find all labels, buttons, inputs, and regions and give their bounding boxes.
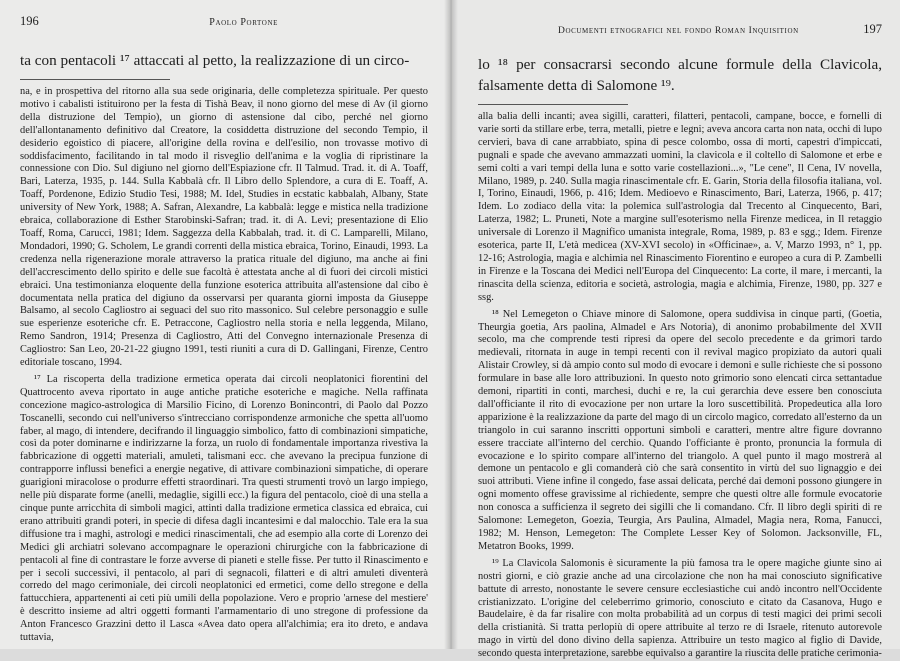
chapter-running-title: Documenti etnografici nel fondo Roman Inquisition — [558, 26, 799, 36]
page-number: 197 — [863, 22, 882, 36]
footnote-separator — [478, 104, 628, 105]
page-number: 196 — [20, 14, 39, 28]
right-page — [450, 0, 900, 660]
main-text: lo ¹⁸ per consacrarsi secondo alcune formule della Clavicola, falsamente detta di Salomone ¹⁹. — [478, 56, 882, 94]
footnote-continuation: na, e in prospettiva del ritorno alla sua sede originaria, delle completezza spirituale. Per questo motivo i cabalisti istituirono per la festa di Tishà Beav, il nono giorno del mese di Av (il giorno della distruzione del Tempio), un giorno di astensione dal cibo, perché nel giorno dell'allontanamento definitivo dal Creatore, la cosiddetta distruzione del secondo Tempio, il desiderio egoistico di piacere, all'origine della rovina e dell'esilio, non trovasse motivo di soddisfacimento, facilitando in tal modo il risveglio dell'anima e la voglia di ripristinare la connessione con Dio. Sul digiuno nel giorno dell'Espiazione cfr. Il Talmud. Trad. it. di A. Toaff, Bari, Laterza, 1935, p. 144. Sulla Kabbalà cfr. Il Libro dello Splendore, a cura di E. Toaff, A. Toaff, Pordenone, Edizio Studio Tesi, 1988; M. Idel, Studies in ecstatic kabbalah, Albany, State university of New York, 1988; A. Safran, Alexandre, La kabbalà: legge e mistica nella tradizione ebraica, collaborazione di Esther Starobinski-Safran; trad. it. di A. Levi; presentazione di Elio Toaff, Roma, Carucci, 1981; Idem. Saggezza della Kabbalah, trad. it. di C. Lamparelli, Milano, Mondadori, 1990; G. Scholem, Le grandi correnti della mistica ebraica, Torino, Einaudi, 1993. La credenza nella rigenerazione morale attraverso la pratica rituale del digiuno, ma anche ai fini dell'accrescimento dello spirito e delle sue facoltà è attestata anche al di fuori dei circoli mistici ebraici. Una testimonianza eloquente della funzione esoterica attribuita all'astensione dal cibo è documentata nella pratica del digiuno da osservarsi per quaranta giorni imposta da Giuseppe Balsamo, al secolo Cagliostro ai seguaci del suo rito massonico. Sul celebre personaggio e sulle sue esperienze esoteriche cfr. E. Petraccone, Cagliostro nella storia e nella leggenda, Milano, Remo Sandron, 1914; Presenza di Cagliostro, Atti del Convegno internazionale Presenza di Cagliostro: San Leo, 20-21-22 giugno 1991, testi riuniti a cura di D. Gallingani, Firenze, Centro editoriale toscano, 1994. — [20, 86, 428, 369]
right-running-head — [478, 22, 882, 44]
footnote-17: ¹⁷ La riscoperta della tradizione ermetica operata dai circoli neoplatonici fiorentini del Quattrocento aveva riportato in auge antiche pratiche esoteriche e magiche. Nella raffinata concezione magico-astrologica di Marsilio Ficino, di Lorenzo Bonincontri, di Paolo dal Pozzo Toscanelli, secondo cui nell'universo s'intrecciano corrispondenze armoniche che spetta all'uomo faber, al mago, di intendere, decifrando il linguaggio simbolico, fatto di combinazioni simpatiche, così da poter dominarne e indirizzarne la forza, un ruolo di fondamentale importanza rivestiva la fabbricazione di oggetti materiali, amuleti, talismani ecc. che avevano la precipua funzione di contrapporre influssi benefici a energie negative, di attivare combinazioni simpatiche, di operare guarigioni miracolose o produrre effetti straordinari. Tra questi strumenti trovò un largo impiego, nelle più disparate forme (anelli, medaglie, sigilli ecc.) la figura del pentacolo, cioè di una stella a cinque punte arricchita di simboli magici, attinti dalla tradizione ermetica classica ed ebraica, cui erano attribuiti grandi poteri, in specie di difesa dagli incantesimi e dal malocchio. Tale era la sua diffusione tra i maghi, astrologi e medici rinascimentali, che ad esempio alla corte di Lorenzo dei Medici gli archiatri solevano accompagnare le operazioni chirurgiche con la fabbricazione di pentacoli al fine di contrastare le forze avverse di pianeti e stelle fisse. Per tutto il Rinascimento e per i secoli successivi, il pentacolo, al pari di segnacoli, filatteri e di altri amuleti diventerà corredo del mago cerimoniale, dei circoli neoplatonici ed ermetici, come dello stregone e della fattucchiera, appartenenti ai ceti più umili della popolazione. Vero e proprio 'arnese del mestiere' è descritto insieme ad altri oggetti formanti l'armamentario di uno stregone di professione da Anton Francesco Grazzini detto il Lasca «Avea dato opera all'alchimia; era ito dreto, e andava tuttavia, — [20, 373, 428, 644]
footnote-separator — [20, 79, 170, 80]
left-page — [0, 0, 450, 649]
book-gutter-shadow — [444, 0, 458, 649]
main-text: ta con pentacoli ¹⁷ attaccati al petto, la realizzazione di un circo- — [20, 52, 410, 69]
left-running-head — [20, 14, 428, 36]
footnotes — [478, 111, 882, 661]
author-running-title: Paolo Portone — [209, 17, 278, 28]
footnote-18: ¹⁸ Nel Lemegeton o Chiave minore di Salomone, opera suddivisa in cinque parti, (Goetia, Theurgia goetia, Ars paolina, Almadel e Ars Notoria), di anonimo probabilmente del XVII secolo, ma che comprende testi ripresi da opere del secolo precedente e da grimori tardo medievali, ritornata in auge in tempi recenti con il revival magico propiziato da autori quali Alistair Crowley, si dà ampio conto sul modo di evocare i demoni e sulle richieste che si possono formulare in base alle loro attribuzioni. In questo noto grimorio sono elencati circa settantadue demoni, ripartiti in conti, marchesi, duchi e re, la cui gerarchia deve essere ben conosciuta dall'officiante il rito di evocazione per non urtare la loro suscettibilità. Propedeutica alla loro apparizione è la realizzazione da parte del mago di un circolo magico, corredato all'esterno da un triangolo in cui saranno inscritti opportuni simboli e caratteri, mentre altre figure dovranno essere tracciate all'interno del cerchio. Quando l'officiante è pronto, pronuncia la formula di evocazione e lo spirito compare all'interno del triangolo. A quel punto il mago mostrerà al demone un pentacolo e gli comanderà ciò che sarà consentito in virtù del suo lignaggio e dei suoi attributi. Viene infine il congedo, fase assai delicata, perché dai demoni possono giungere in ogni momento offese gravissime al richiedente, sempre che questi oltre alle formule evocatorie non conosca a sufficienza il segreto dei sigilli che li comandano. Cfr. Il libro degli spiriti di re Salomone: Lemegeton, Goezia, Teurgia, Ars Paulina, Almadel, Magia nera, Roma, Fanucci, 1982; M. Henson, Lemegeton: The Complete Lesser Key of Solomon. Jacksonville, FL, Metatron Books, 1999. — [478, 308, 882, 552]
footnote-continuation: alla balia delli incanti; avea sigilli, caratteri, filatteri, pentacoli, campane, bocce, e fornelli di varie sorti da stillare erbe, terra, metalli, pietre e legni; aveva ancora carta non nata, occhi di lupo cervieri, bava di cane arrabbiato, spina di pesce colombo, ossa di morti, capestri d'impiccati, pugnali e spade che avevano ammazzati uomini, la clavicola e il coltello di Salomone et erbe e semi colti a vari tempi della luna e sotto varie costellazioni...», "Le cene", Il Cena, IV novella, Milano, 1989, p. 240. Sulla magia rinascimentale cfr. E. Garin, Storia della filosofia italiana, vol. I, Torino, Einaudi, 1966, p. 416; Idem. Medioevo e Rinascimento, Bari, Laterza, 1966, p. 417; Idem. Lo zodiaco della vita: la polemica sull'astrologia dal Trecento al Cinquecento, Bari, Laterza, 1982; L. Pruneti, Note a margine sull'esoterismo nella Firenze medicea, in Il retaggio universale di Lorenzo il Magnifico umanista integrale, Roma, 1989, p. 83 e sgg.; Idem. Firenze esoterica, parte II, L'età medicea (XV-XVI secolo) in «Officinae», a. V, Marzo 1993, n° 1, pp. 12-16; Astrologia, magia e alchimia nel Rinascimento Fiorentino e europeo a cura di P. Zambelli in Firenze e la Toscana dei Medici nell'Europa del Cinquecento: La corte, il mare, i mercanti, la rinascita della scienza, editoria e società, astrologia, magia e alchimia, Firenze, 1980, pp. 327 e ssg. — [478, 111, 882, 303]
footnotes — [20, 86, 428, 645]
footnote-19: ¹⁹ La Clavicola Salomonis è sicuramente la più famosa tra le opere magiche giunte sino ai nostri giorni, e ciò grazie anche ad una circolazione che non ha mai conosciuto significative battute di arresto, nonostante le severe censure ecclesiastiche cui andò incontro nell'Occidente cristianizzato. L'origine del celeberrimo grimorio, conosciuto e citato da Casanova, Hugo e Baudelaire, è da far risalire con molta probabilità ad un corpus di testi magici dei primi secoli della cristianità. Si tratta perlopiù di opere attribuite al terzo re di Israele, ritenuto autorevole mago in virtù del dono divino della sapienza. Attribuire un testo magico al figlio di Davide, secondo questa interpretazione, sarebbe equivalso a garantire la riuscita delle pratiche cerimonia- — [478, 557, 882, 660]
